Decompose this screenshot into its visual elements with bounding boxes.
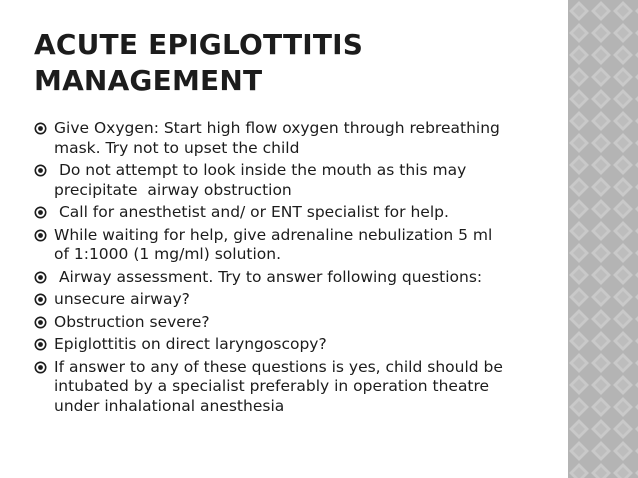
circled-dot-icon [34,206,47,219]
circled-dot-icon [34,271,47,284]
bullet-item-laryngoscopy [34,335,544,355]
bullet-item-call-specialist [34,203,544,223]
bullet-text: Call for anesthetist and/ or ENT specialist for help. [54,203,449,221]
side-pattern-panel [568,0,638,478]
bullet-text: While waiting for help, give adrenaline nebulization 5 ml of 1:1000 (1 mg/ml) solution. [54,225,493,263]
title-line-1: ACUTE EPIGLOTTITIS [34,28,364,61]
bullet-item-oxygen [34,119,544,158]
circled-dot-icon [34,293,47,306]
circled-dot-icon [34,229,47,242]
bullet-item-unsecure-airway [34,290,544,310]
bullet-text: Epiglottitis on direct laryngoscopy? [54,335,327,353]
bullet-text: Give Oxygen: Start high flow oxygen through rebreathing mask. Try not to upset the child [54,119,500,157]
circled-dot-icon [34,338,47,351]
circled-dot-icon [34,316,47,329]
bullet-text: Do not attempt to look inside the mouth as this may precipitate airway obstruction [54,161,467,199]
circled-dot-icon [34,361,47,374]
bullet-item-intubation [34,358,544,417]
bullet-text: unsecure airway? [54,290,190,308]
bullet-text: Obstruction severe? [54,312,210,331]
circled-dot-icon [34,164,47,177]
bullet-list [34,119,544,419]
slide-title [34,27,554,99]
bullet-text: If answer to any of these questions is yes, child should be intubated by a specialist preferably in operation theatre under inhalational anesthesia [54,357,503,415]
bullet-item-obstruction [34,313,544,333]
bullet-text: Airway assessment. Try to answer following questions: [54,267,483,286]
bullet-item-airway-assessment [34,268,544,288]
bullet-item-no-mouth-look [34,161,544,200]
circled-dot-icon [34,122,47,135]
bullet-item-adrenaline [34,226,544,265]
title-line-2: MANAGEMENT [34,64,263,97]
